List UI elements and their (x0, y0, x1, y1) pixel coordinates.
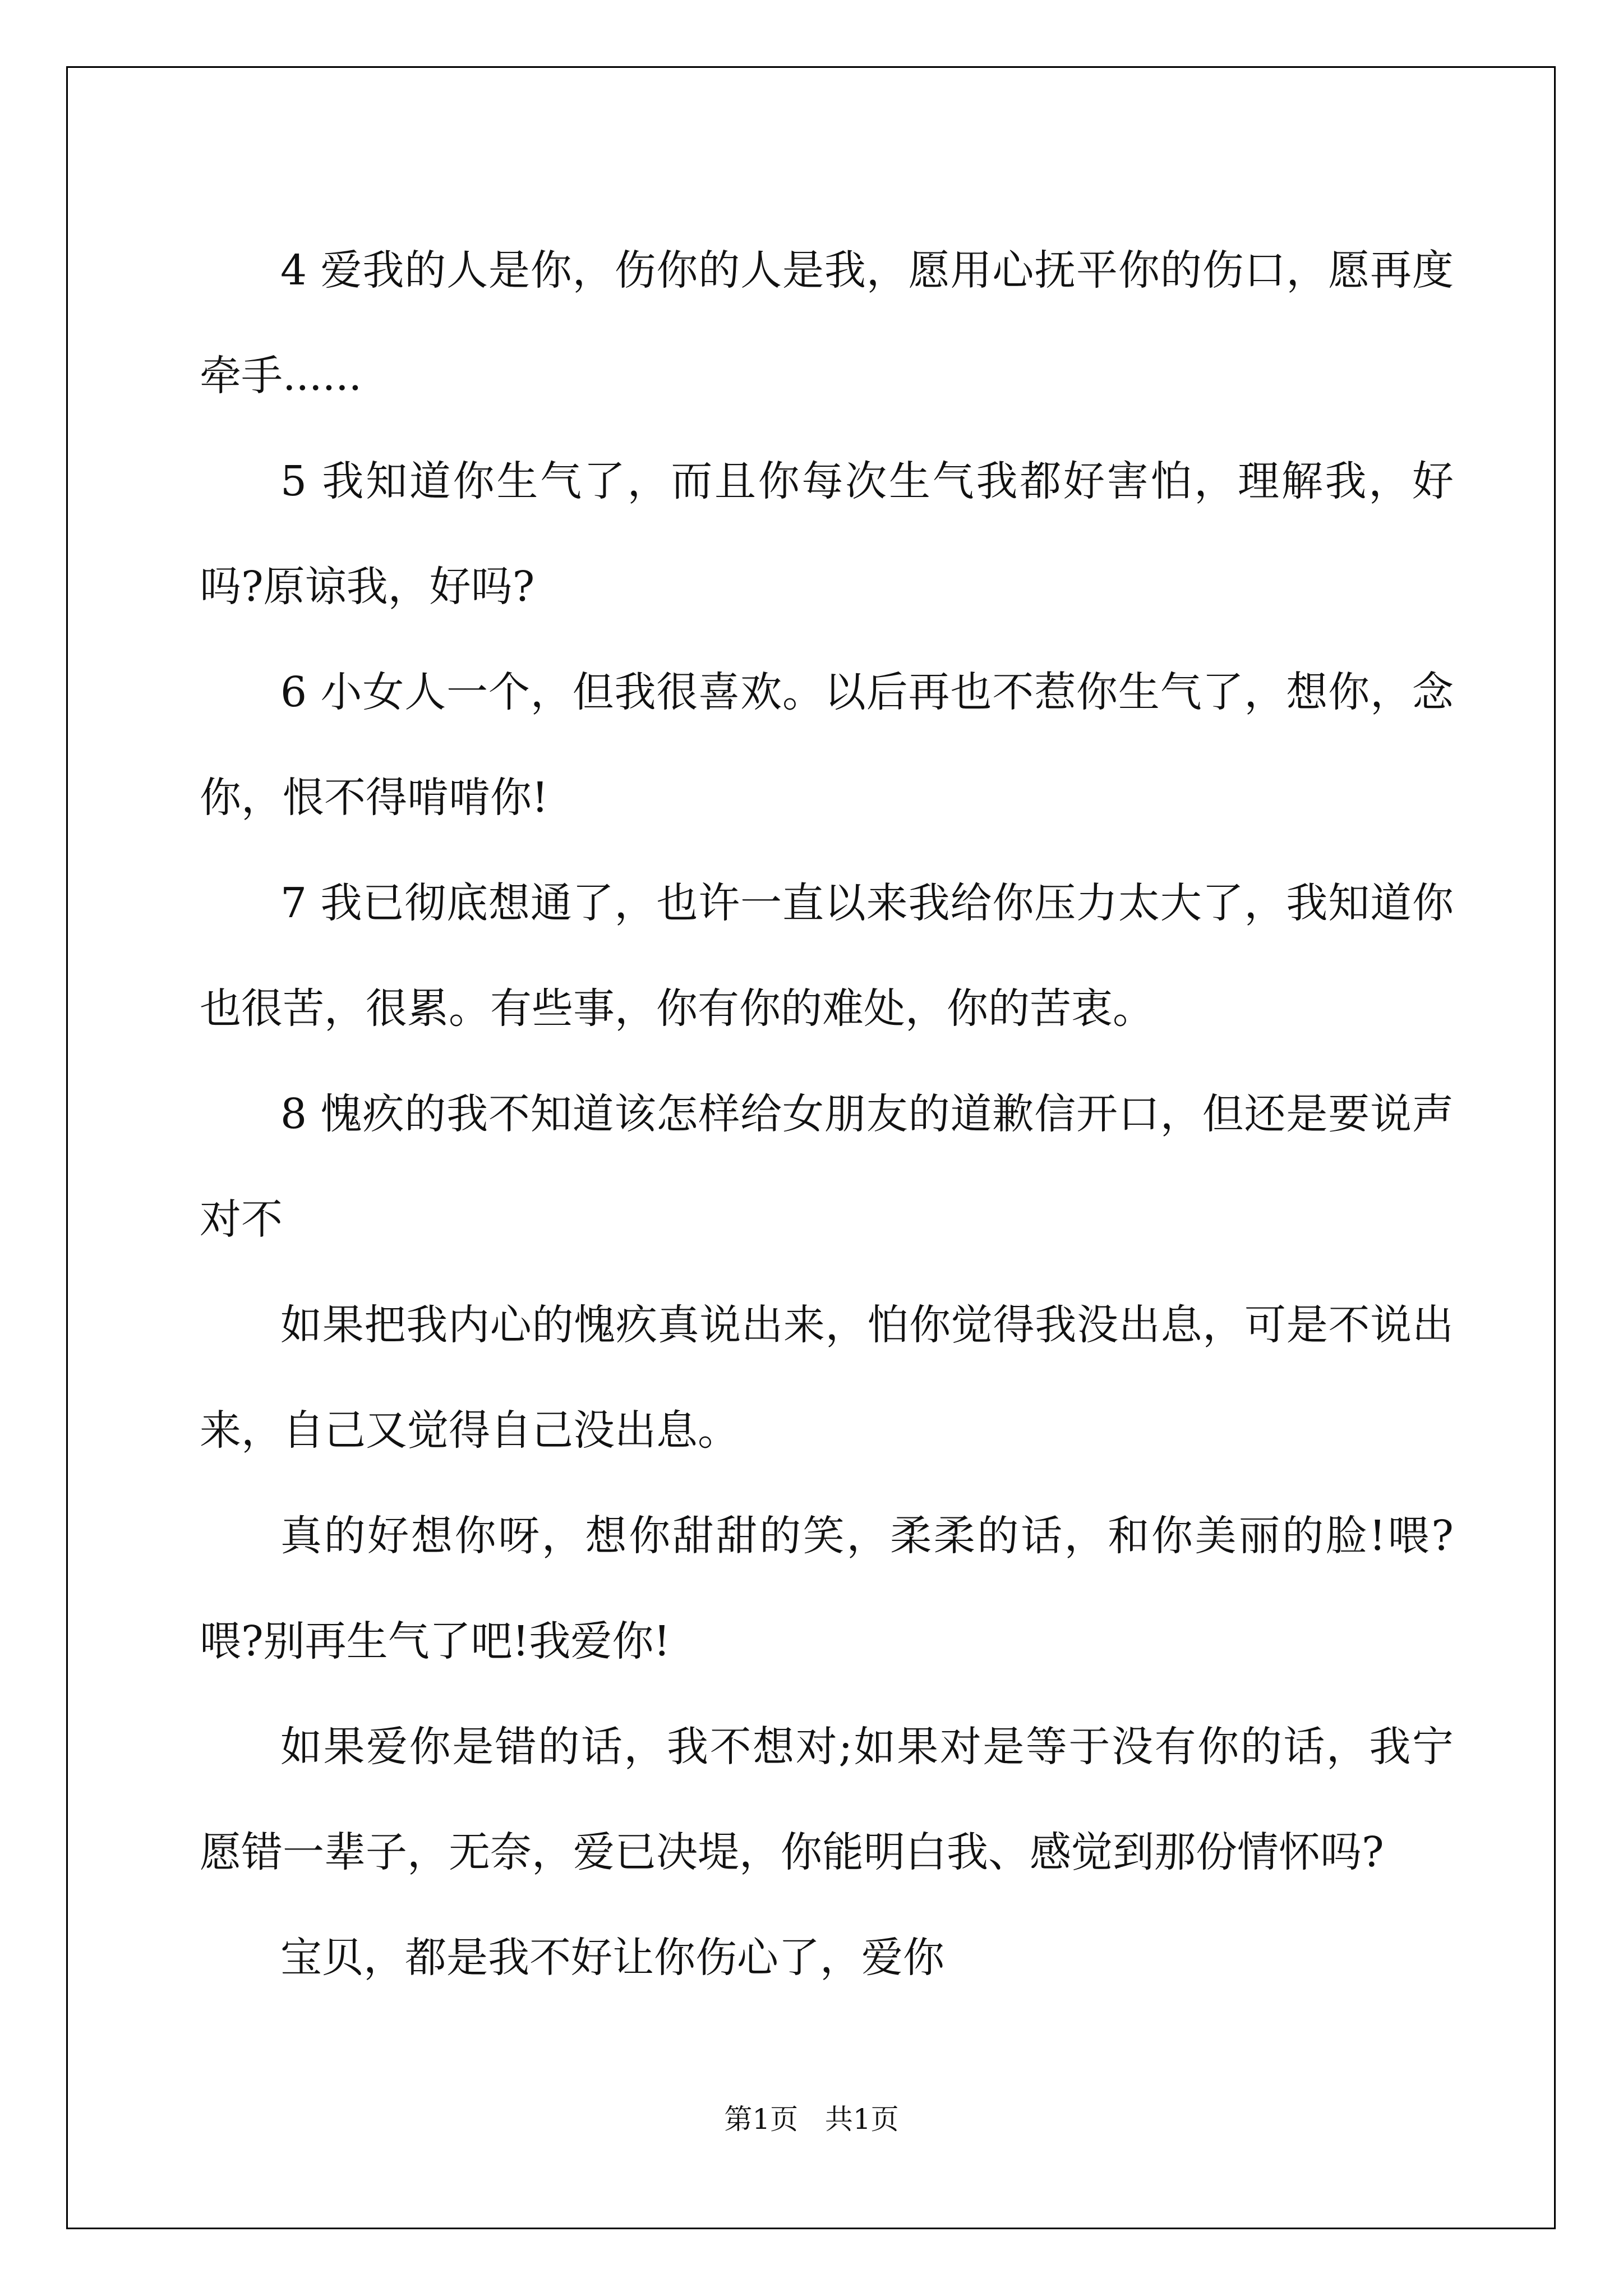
paragraph-miss-you: 真的好想你呀，想你甜甜的笑，柔柔的话，和你美丽的脸!喂?喂?别再生气了吧!我爱你! (200, 1512, 1454, 1665)
paragraph-6: 6 小女人一个，但我很喜欢。以后再也不惹你生气了，想你，念你，恨不得啃啃你! (200, 668, 1454, 822)
paragraph-if-loving-you: 如果爱你是错的话，我不想对;如果对是等于没有你的话，我宁愿错一辈子，无奈，爱已决堤，你能明白我、感觉到那份情怀吗? (200, 1723, 1454, 1876)
page-number-footer: 第1页 共1页 (724, 2103, 899, 2136)
paragraph-7: 7 我已彻底想通了，也许一直以来我给你压力太大了，我知道你也很苦，很累。有些事，你有你的难处，你的苦衷。 (200, 879, 1454, 1033)
paragraph-8: 8 愧疚的我不知道该怎样给女朋友的道歉信开口，但还是要说声对不 (200, 1090, 1454, 1244)
paragraph-closing: 宝贝，都是我不好让你伤心了，爱你 (280, 1934, 944, 1982)
paragraph-5: 5 我知道你生气了，而且你每次生气我都好害怕，理解我，好吗?原谅我，好吗? (200, 457, 1454, 611)
paragraph-4: 4 爱我的人是你，伤你的人是我，愿用心抚平你的伤口，愿再度牵手...... (200, 246, 1454, 400)
document-body (200, 218, 1454, 2010)
paragraph-confession: 如果把我内心的愧疚真说出来，怕你觉得我没出息，可是不说出来，自己又觉得自己没出息。 (200, 1301, 1454, 1455)
